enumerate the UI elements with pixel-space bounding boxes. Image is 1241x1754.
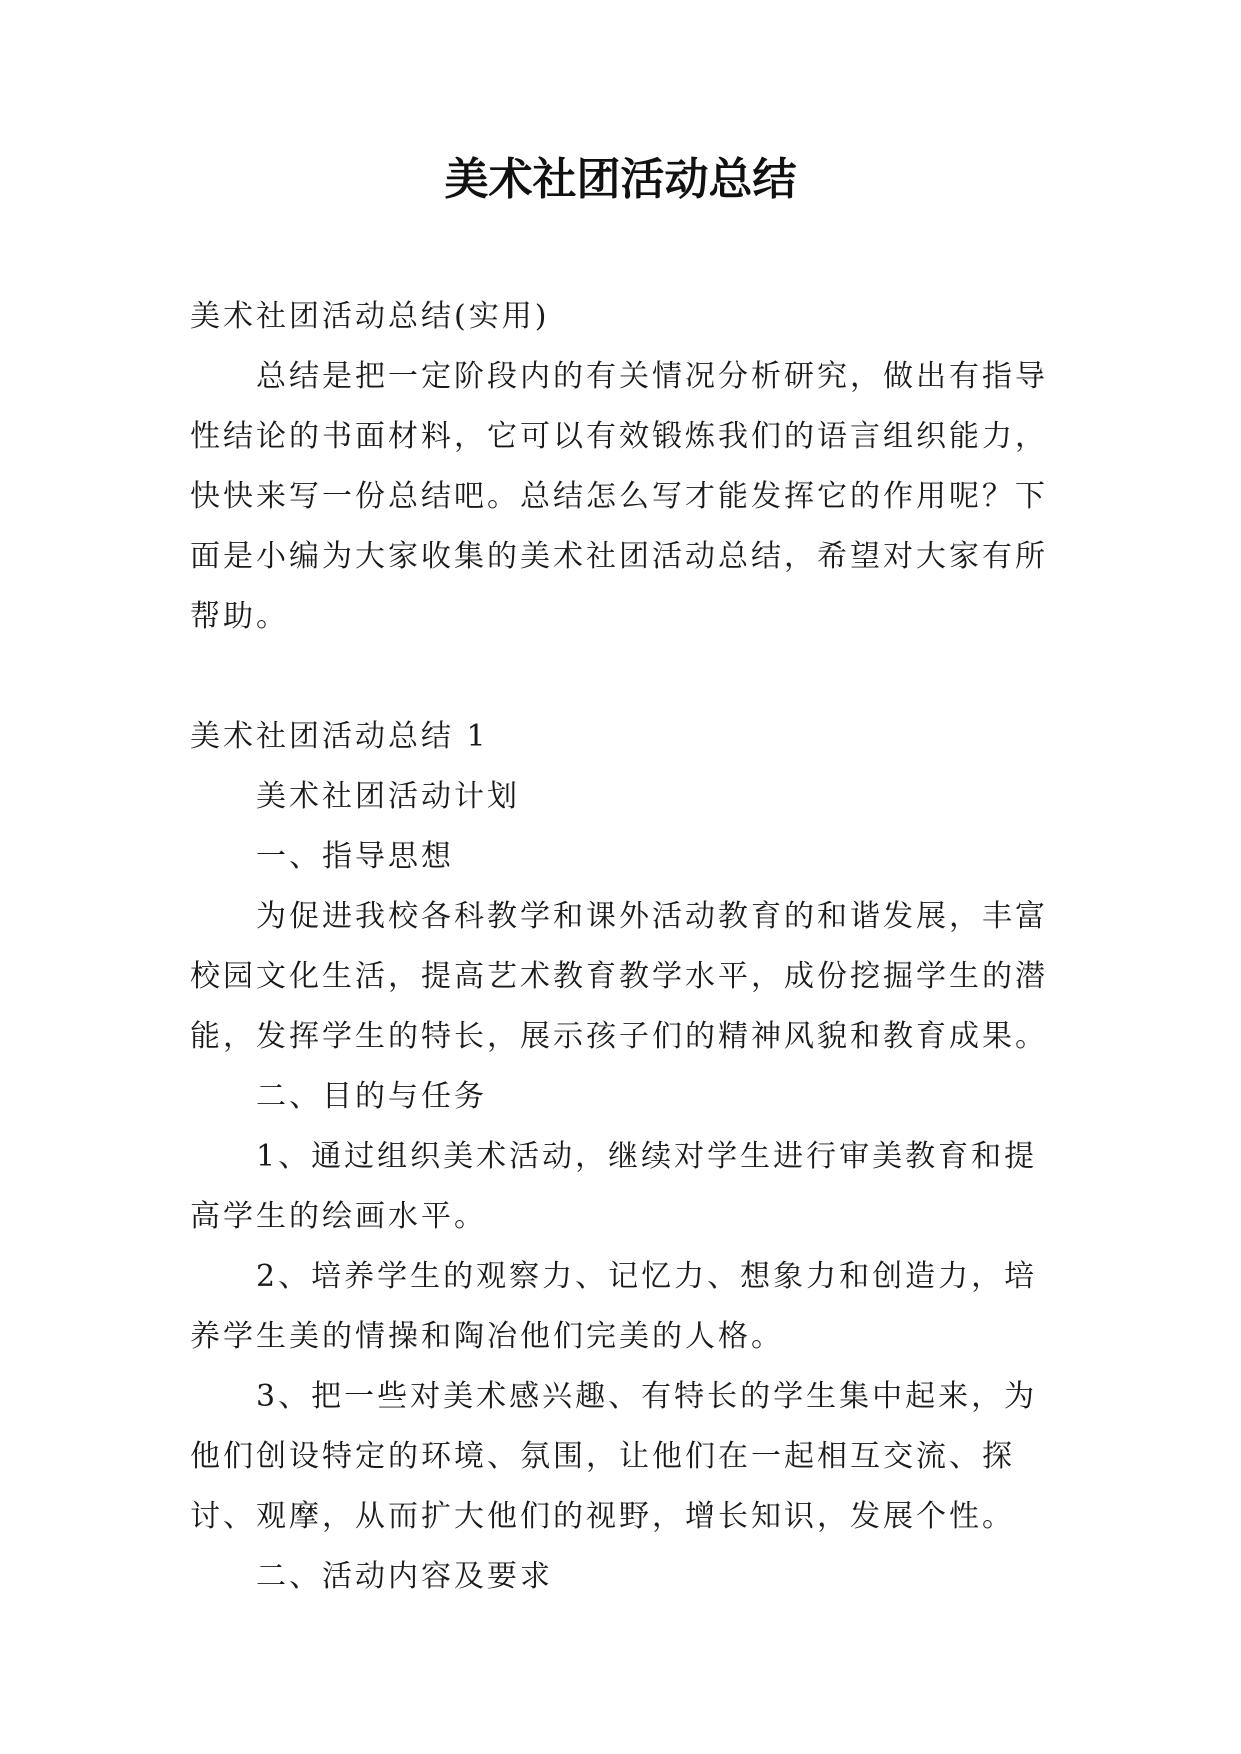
guiding-thought-heading: 一、指导思想	[256, 839, 454, 874]
document-body	[190, 287, 1060, 1607]
subtitle-line: 美术社团活动总结(实用)	[190, 299, 550, 334]
section-heading: 美术社团活动总结 1	[190, 719, 489, 754]
activity-heading: 二、活动内容及要求	[256, 1559, 553, 1594]
purpose-item-2: 2、培养学生的观察力、记忆力、想象力和创造力，培养学生美的情操和陶冶他们完美的人格。	[190, 1259, 1038, 1354]
purpose-heading: 二、目的与任务	[256, 1079, 487, 1114]
guiding-thought-paragraph: 为促进我校各科教学和课外活动教育的和谐发展，丰富校园文化生活，提高艺术教育教学水平，成份挖掘学生的潜能，发挥学生的特长，展示孩子们的精神风貌和教育成果。	[190, 899, 1048, 1054]
purpose-item-1: 1、通过组织美术活动，继续对学生进行审美教育和提高学生的绘画水平。	[190, 1139, 1038, 1234]
purpose-item-3: 3、把一些对美术感兴趣、有特长的学生集中起来，为他们创设特定的环境、氛围，让他们在一起相互交流、探讨、观摩，从而扩大他们的视野，增长知识，发展个性。	[190, 1379, 1038, 1534]
intro-paragraph: 总结是把一定阶段内的有关情况分析研究，做出有指导性结论的书面材料，它可以有效锻炼我们的语言组织能力，快快来写一份总结吧。总结怎么写才能发挥它的作用呢？下面是小编为大家收集的美术社团活动总结，希望对大家有所帮助。	[190, 359, 1048, 634]
plan-heading: 美术社团活动计划	[256, 779, 520, 814]
document-title: 美术社团活动总结	[444, 154, 797, 205]
section-gap	[190, 647, 1060, 707]
